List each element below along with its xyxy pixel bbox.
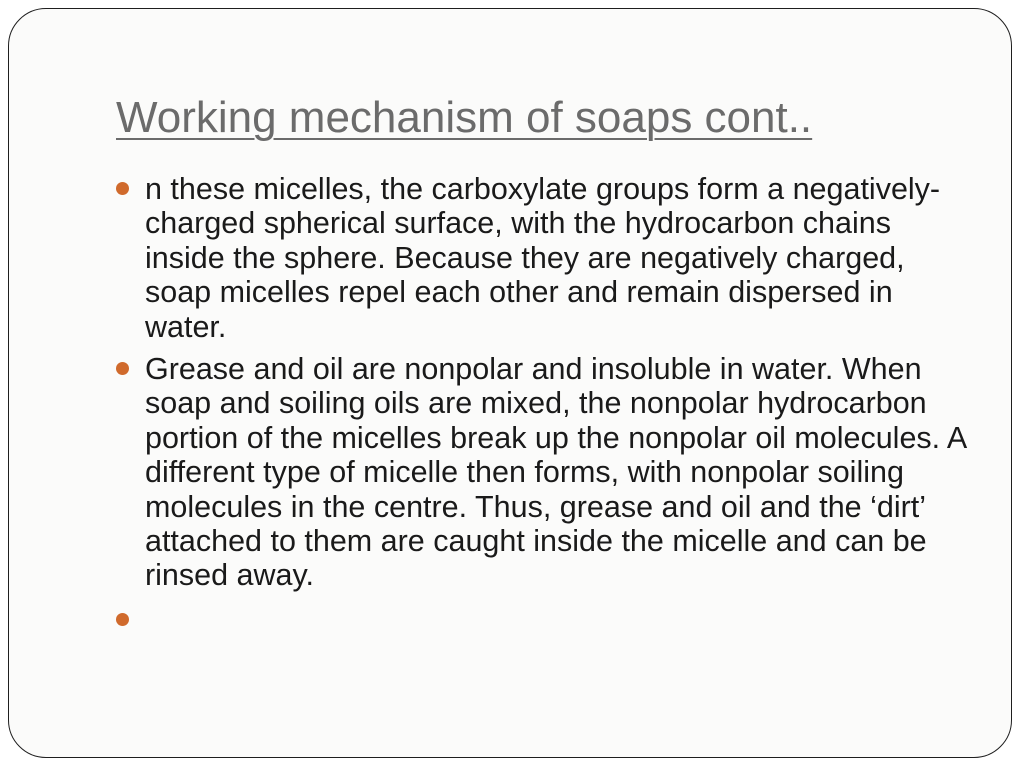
bullet-dot-icon: [116, 182, 129, 195]
bullet-text: Grease and oil are nonpolar and insoluble in water. When soap and soiling oils are mixed, the nonpolar hydrocarbon portion of the micelles break up the nonpolar oil molecules. A different type of micelle then forms, with nonpolar soiling molecules in the centre. Thus, grease and oil and the ‘dirt’ attached to them are caught inside the micelle and can be rinsed away.: [145, 352, 966, 593]
bullet-item: [116, 352, 976, 593]
bullet-item: [116, 172, 976, 344]
bullet-text: n these micelles, the carboxylate groups form a negatively-charged spherical surface, with the hydrocarbon chains inside the sphere. Because they are negatively charged, soap micelles repel each other and remain dispersed in water.: [145, 172, 941, 344]
bullet-dot-icon: [116, 362, 129, 375]
bullet-list: [116, 172, 976, 645]
bullet-dot-icon: [116, 613, 129, 626]
bullet-item-empty: [116, 603, 976, 637]
slide-title: Working mechanism of soaps cont..: [116, 93, 813, 142]
